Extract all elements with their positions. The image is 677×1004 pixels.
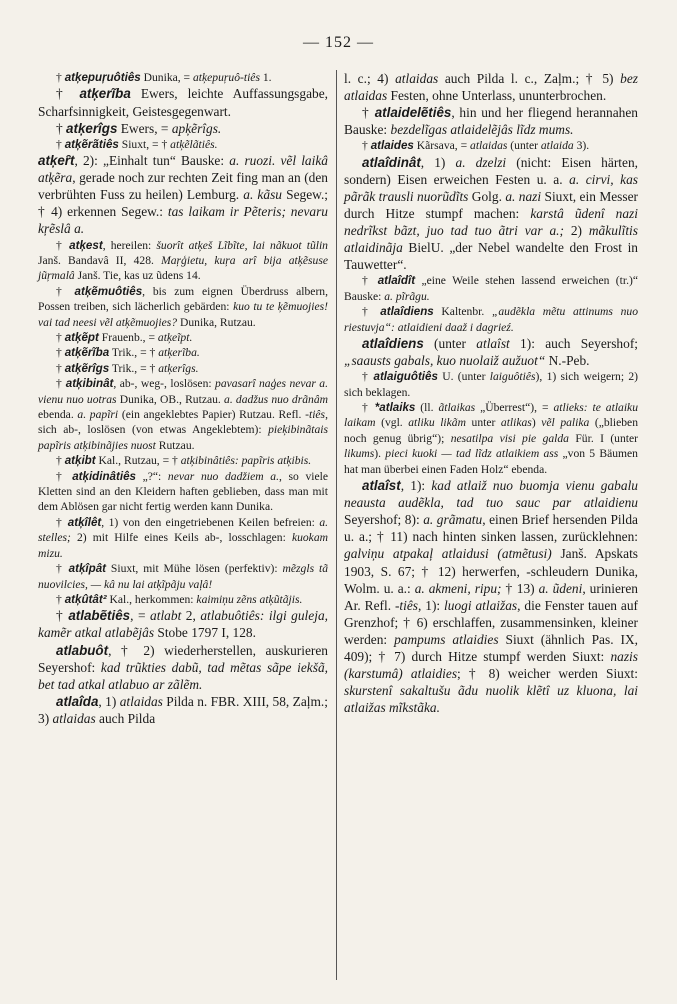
- entry-headword: atķẽrãtiês: [64, 137, 119, 151]
- entry-example: atlaida: [540, 139, 574, 153]
- entry-text: Dunika, =: [140, 71, 193, 84]
- entry-example: atlaidas: [52, 710, 96, 726]
- entry-headword: atķẽpt: [64, 331, 99, 344]
- entry-example: atlaîst: [476, 336, 510, 352]
- entry-text: Janš. Bandavâ II, 428.: [38, 253, 162, 267]
- entry-headword: atķibinât: [65, 377, 114, 391]
- entry-example: galviņu atpakaļ atlaidusi (atmẽtusi): [344, 546, 552, 562]
- entry-example: a. dadžus nuo drãnâm: [224, 392, 329, 406]
- entry-example: -tiês: [394, 597, 419, 613]
- entry-text: †: [56, 120, 67, 136]
- entry-text: N.-Peb.: [545, 353, 590, 369]
- entry-example: pieķibinãtais papĩris atķibinãjies nuost: [38, 423, 328, 452]
- dictionary-entry: [38, 376, 328, 453]
- entry-headword: atķibt: [64, 454, 96, 468]
- dictionary-entry: [38, 345, 328, 360]
- entry-example: kuo tu te ķẽmuojies! vai tad neesi vẽl atķẽmuojies?: [38, 300, 329, 329]
- dictionary-entry: [38, 238, 328, 284]
- entry-headword: atlaiguôtiês: [373, 370, 438, 384]
- entry-text: , einen Brief hersenden Pilda u. a.; † 11) nach hinten sinken lassen, zurücklehnen:: [344, 512, 638, 545]
- entry-text: („blieben noch genug übrig“);: [344, 416, 639, 445]
- entry-text: Kãrsava, =: [413, 139, 471, 153]
- entry-text: Siuxt (ähnlich Pas. IX, 409); † 7) durch Hitze stumpf werden Siuxt:: [344, 631, 639, 665]
- entry-example: atķerîgs.: [158, 361, 199, 375]
- entry-example: atķerĩba.: [158, 346, 200, 360]
- dictionary-entry: [344, 304, 638, 335]
- entry-text: Dunika, OB., Rutzau.: [116, 392, 225, 406]
- entry-example: -tiês: [305, 408, 326, 422]
- entry-text: , ab-, weg-, loslösen:: [113, 377, 216, 391]
- entry-text: 2): [563, 223, 589, 239]
- entry-example: atlieks: te atlaiku laikam: [344, 401, 639, 430]
- entry-text: Janš. Apskats 1903, S. 67; † 12) herwerfen, -schleudern Dunika, Wolm. u. a.:: [344, 546, 639, 596]
- entry-example: a. cirvi, kas pãrãk trausli nuorũdĩts: [344, 171, 638, 204]
- dictionary-entry: [344, 138, 638, 153]
- entry-text: Ewers, leichte Auffassungsgabe, Scharfsinnigkeit, Geistesgegenwart.: [38, 86, 328, 119]
- dictionary-entry: [38, 453, 328, 468]
- entry-example: a. papĩri: [77, 408, 119, 422]
- dictionary-entry: [38, 70, 328, 85]
- entry-text: †: [56, 361, 65, 375]
- page-number: — 152 —: [303, 34, 374, 51]
- entry-text: , 1): [98, 693, 120, 709]
- entry-example: atliku likãm: [408, 416, 466, 430]
- entry-text: „von 5 Bäumen hat man überbei einen Faden Holz“ ebenda.: [344, 447, 638, 476]
- entry-headword: atķeȓt: [38, 153, 75, 169]
- entry-text: †: [362, 401, 375, 415]
- entry-text: ), 1) sich weigern; 2) sich beklagen.: [344, 370, 639, 399]
- entry-headword: atlaîdinât: [362, 154, 421, 170]
- entry-text: 2,: [181, 608, 201, 624]
- entry-text: , hereilen:: [102, 238, 157, 252]
- entry-example: „audẽkla mẽtu attinums nuo riestuvja“: atlaidieni daaž i dagrieź.: [344, 305, 638, 334]
- entry-headword: atķẽrĩba: [64, 346, 110, 360]
- entry-text: , 1) von den eingetriebenen Keilen befreien:: [101, 515, 320, 529]
- dictionary-entry: [344, 70, 638, 104]
- dictionary-entry: [38, 330, 328, 345]
- entry-text: 2) mit Hilfe eines Keils ab-, losschlagen:: [70, 531, 292, 545]
- entry-text: Rutzau.: [155, 438, 195, 452]
- entry-example: atlabt: [150, 608, 182, 624]
- entry-headword: atlaîst: [362, 478, 401, 494]
- entry-example: atķibinâtiês: papĩris atķibis.: [180, 454, 312, 468]
- entry-text: †: [56, 86, 80, 102]
- entry-text: Seyershof; 8):: [344, 512, 424, 528]
- dictionary-entry: [38, 152, 328, 237]
- entry-text: , hin und her fliegend herannahen Bauske:: [344, 105, 639, 138]
- entry-example: apķẽrîgs.: [171, 120, 222, 136]
- entry-headword: atlaîdiens: [380, 305, 434, 319]
- entry-text: †: [56, 284, 75, 298]
- entry-example: bezdelĩgas atlaidelẽjâs lĩdz mums.: [390, 122, 574, 138]
- entry-text: †: [362, 370, 374, 384]
- entry-text: (vgl.: [375, 416, 409, 430]
- entry-example: laiguôtiês: [489, 370, 536, 384]
- entry-headword: atķẽrîgs: [64, 361, 110, 375]
- entry-example: luogi atlaižas: [444, 597, 518, 613]
- entry-headword: *atlaiks: [374, 401, 416, 415]
- dictionary-entry: [38, 515, 328, 561]
- entry-text: †: [56, 592, 65, 606]
- entry-text: (unter: [507, 139, 541, 153]
- entry-text: , 1):: [400, 478, 432, 494]
- dictionary-entry: [344, 335, 638, 369]
- column-divider: [336, 70, 337, 980]
- entry-example: kad trũkties dabũ, tad mẽtas sãpe iekšã, bet tad atkal atlabuo ar zãlẽm.: [38, 659, 328, 692]
- entry-text: U. (unter: [437, 370, 490, 384]
- dictionary-entry: [344, 369, 638, 400]
- dictionary-entry: [38, 607, 328, 641]
- entry-text: Dunika, Rutzau.: [177, 315, 256, 329]
- entry-example: skurstenî sakaltušu ãdu nuolik klẽtî uz kluona, lai atlaižas mĩkstãka.: [344, 683, 638, 716]
- entry-text: Pilda n. FBR. XIII, 58, Zaļm.; 3): [38, 693, 328, 726]
- entry-example: nesatilpa visi pie galda: [450, 431, 569, 445]
- entry-text: †: [56, 137, 65, 151]
- entry-headword: atķûtât²: [64, 592, 107, 606]
- entry-text: †: [56, 331, 65, 344]
- entry-text: , urinieren Ar. Refl.: [344, 580, 638, 613]
- entry-headword: atķîlêt: [67, 515, 102, 529]
- entry-headword: atlaîda: [56, 693, 99, 709]
- entry-text: Trik., = †: [109, 361, 159, 375]
- entry-headword: atķerîgs: [66, 120, 118, 136]
- entry-example: a. nazi: [505, 188, 542, 204]
- entry-text: Festen, ohne Unterlass, ununterbrochen.: [387, 88, 607, 104]
- entry-text: †: [362, 305, 381, 319]
- entry-text: , =: [130, 608, 151, 624]
- entry-headword: atlabuôt: [56, 642, 109, 658]
- entry-example: atlabuôtiês: ilgi guleja, kamẽr atkal atlabẽjâs: [38, 608, 328, 641]
- entry-example: nevar nuo dadžiem a.: [167, 469, 279, 483]
- entry-example: atlikas: [500, 416, 532, 430]
- entry-text: Kal., Rutzau, = †: [95, 454, 181, 468]
- entry-text: †: [362, 139, 371, 153]
- entry-example: pieci kuoki — tad lĩdz atlaikiem ass: [385, 447, 559, 461]
- dictionary-entry: [344, 104, 638, 138]
- entry-example: atķepuŗuô-tiês: [193, 71, 260, 84]
- entry-text: (nicht: Eisen härten, sondern) Eisen erweichen Festen u. a.: [344, 154, 638, 187]
- entry-headword: atlaîdît: [377, 274, 416, 288]
- entry-example: karstâ ũdenî nazi nedrĩkst bãzt, juo tad tuo ãtri var a.;: [344, 206, 638, 239]
- entry-text: Für. I (unter: [568, 431, 638, 445]
- entry-example: atlaidas: [395, 71, 439, 86]
- entry-example: bez atlaidas: [344, 71, 638, 104]
- entry-example: a. grãmatu: [423, 512, 483, 528]
- entry-example: nazis (karstumâ) atlaidies: [344, 649, 638, 682]
- entry-text: Golg.: [468, 188, 506, 204]
- dictionary-entry: [344, 400, 638, 477]
- entry-text: , gerade noch zur rechten Zeit fing man an (den verbrühten Fuss zu heilen) Lemburg.: [38, 170, 328, 203]
- entry-example: atlaidas: [470, 139, 508, 153]
- entry-example: kaimiņu zẽns atķũtãjis.: [196, 592, 303, 606]
- entry-text: Janš. Tie, kas uz ũdens 14.: [74, 269, 201, 283]
- entry-text: †: [56, 608, 69, 624]
- right-column: [344, 70, 638, 716]
- entry-text: , sich ab-, loslösen (von etwas Angeklebtem):: [38, 408, 328, 437]
- entry-text: †: [362, 274, 378, 288]
- entry-text: Kaltenbr.: [433, 305, 492, 319]
- entry-example: kuokam mizu.: [38, 531, 328, 560]
- dictionary-entry: [38, 469, 328, 515]
- entry-example: pavasarî naģes nevar a. vienu nuo uotras: [38, 377, 328, 406]
- entry-text: unter: [465, 416, 501, 430]
- entry-example: tas laikam ir Pẽteris; nevaru kŗẽslâ a.: [38, 204, 328, 237]
- entry-text: , so viele Kletten sind an den Kleidern haften geblieben, dass man mit dem Ablösen gar nicht fertig werden kann Dunika.: [38, 469, 328, 514]
- entry-text: 3).: [573, 139, 590, 153]
- entry-text: †: [56, 562, 69, 576]
- entry-text: ; † 8) weicher werden Siuxt:: [457, 666, 638, 682]
- entry-text: †: [56, 469, 73, 483]
- entry-example: likums: [344, 447, 375, 461]
- entry-text: Ewers, =: [117, 120, 172, 136]
- entry-example: a. pĩrãgu.: [384, 289, 430, 303]
- entry-example: atķeĩpt.: [157, 331, 193, 344]
- entry-text: , † 2) wiederherstellen, auskurieren Seyershof:: [38, 642, 328, 675]
- entry-text: 1.: [259, 71, 272, 84]
- entry-text: †: [56, 515, 68, 529]
- entry-text: , 1):: [418, 597, 445, 613]
- entry-text: (unter: [423, 336, 477, 352]
- entry-text: †: [56, 346, 65, 360]
- entry-text: Siuxt, ein Messer durch Hitze stumpf machen:: [344, 188, 638, 222]
- entry-text: †: [56, 377, 66, 391]
- dictionary-entry: [38, 284, 328, 330]
- entry-text: , 2): „Einhalt tun“ Bauske:: [74, 153, 230, 169]
- entry-example: ãtlaikas: [438, 401, 476, 415]
- entry-headword: atlaîdiens: [362, 336, 424, 352]
- entry-text: †: [56, 238, 70, 252]
- entry-text: , die Fenster tauen auf Grenzhof; † 6) erschlaffen, zusammensinken, kleiner werden:: [344, 597, 638, 647]
- left-column: [38, 70, 328, 727]
- entry-text: (ll.: [415, 401, 439, 415]
- entry-headword: atķidinâtiês: [72, 469, 136, 483]
- entry-text: „eine Weile stehen lassend erweichen (tr.)“ Bauske:: [344, 274, 638, 303]
- entry-example: a. ruozi. vẽl laikâ atķẽra: [38, 153, 328, 186]
- entry-text: Siuxt, mit Mühe lösen (perfektiv):: [106, 562, 283, 576]
- entry-example: atlaidas: [119, 693, 163, 709]
- entry-text: l. c.; 4): [344, 71, 396, 86]
- dictionary-entry: [344, 477, 638, 716]
- dictionary-entry: [38, 137, 328, 152]
- dictionary-entry: [344, 154, 638, 274]
- entry-headword: atķest: [69, 238, 103, 252]
- entry-example: Maŗģietu, kuŗa arî bija atķẽsuse jũŗmalâ: [38, 253, 328, 283]
- entry-headword: atķîpât: [68, 562, 107, 576]
- entry-headword: atķerĩba: [79, 86, 131, 102]
- entry-text: BielU. „der Nebel wandelte den Frost in Tauwetter“.: [344, 240, 638, 273]
- entry-example: mãkulĩtis atlaidinãja: [344, 223, 638, 256]
- entry-headword: atlabẽtiês: [68, 608, 131, 624]
- entry-text: †: [56, 454, 65, 468]
- entry-text: Kal., herkommen:: [106, 592, 197, 606]
- entry-text: †: [56, 71, 65, 84]
- entry-example: šuorît atķeš Lĩbĩte, lai nãkuot tũlin: [156, 238, 328, 252]
- entry-text: ebenda.: [38, 408, 78, 422]
- entry-text: „?“:: [135, 469, 168, 483]
- entry-text: †: [362, 105, 375, 121]
- entry-text: † 13): [501, 580, 539, 596]
- entry-headword: atlaides: [370, 139, 414, 153]
- entry-headword: atlaidelẽtiês: [374, 105, 452, 121]
- entry-text: , 1): [420, 154, 456, 170]
- entry-example: a. ũdeni: [538, 580, 583, 596]
- entry-text: (ein angeklebtes Papier) Rutzau. Refl.: [118, 408, 306, 422]
- entry-text: „Überrest“), =: [475, 401, 554, 415]
- entry-text: Segew.; † 4) erkennen Segew.:: [38, 187, 329, 220]
- entry-example: a. kãsu: [243, 187, 282, 203]
- entry-headword: atķẽmuôtiês: [74, 284, 143, 298]
- dictionary-entry: [38, 120, 328, 137]
- entry-text: auch Pilda: [95, 710, 156, 726]
- entry-example: mẽzgls tã nuovilcies, — kâ nu lai atķĩpãju vaļâ!: [38, 562, 328, 591]
- entry-text: 1): auch Seyershof;: [509, 336, 639, 352]
- dictionary-entry: [38, 592, 328, 607]
- dictionary-entry: [38, 561, 328, 592]
- entry-headword: atķepuŗuôtiês: [64, 71, 141, 84]
- entry-text: Frauenb., =: [98, 331, 158, 344]
- entry-example: atķẽlãtiês.: [170, 137, 218, 151]
- dictionary-entry: [344, 273, 638, 304]
- entry-text: auch Pilda l. c., Zaļm.; † 5): [438, 71, 621, 86]
- entry-text: , bis zum eignen Überdruss albern, Possen treiben, sich lächerlich gebärden:: [38, 284, 328, 314]
- entry-text: ): [531, 416, 542, 430]
- entry-text: Siuxt, = †: [118, 137, 171, 151]
- entry-example: a. stelles;: [38, 515, 329, 545]
- dictionary-entry: [38, 642, 328, 693]
- entry-text: Stobe 1797 I, 128.: [154, 625, 256, 641]
- entry-text: Trik., = †: [109, 346, 159, 360]
- entry-example: kad atlaiž nuo buomja vienu gabalu neausta audẽkla, tad tuo sauc par atlaidienu: [344, 478, 638, 511]
- entry-example: pampums atlaidies: [394, 631, 499, 647]
- dictionary-entry: [38, 85, 328, 119]
- entry-example: a. akmeni, ripu;: [414, 580, 502, 596]
- dictionary-entry: [38, 361, 328, 376]
- entry-example: a. dzelzi: [455, 154, 507, 170]
- dictionary-entry: [38, 693, 328, 727]
- entry-example: „saausts gabals, kuo nuolaiž aužuot“: [344, 353, 546, 369]
- entry-example: vẽl palika: [541, 416, 590, 430]
- entry-text: ).: [374, 447, 386, 461]
